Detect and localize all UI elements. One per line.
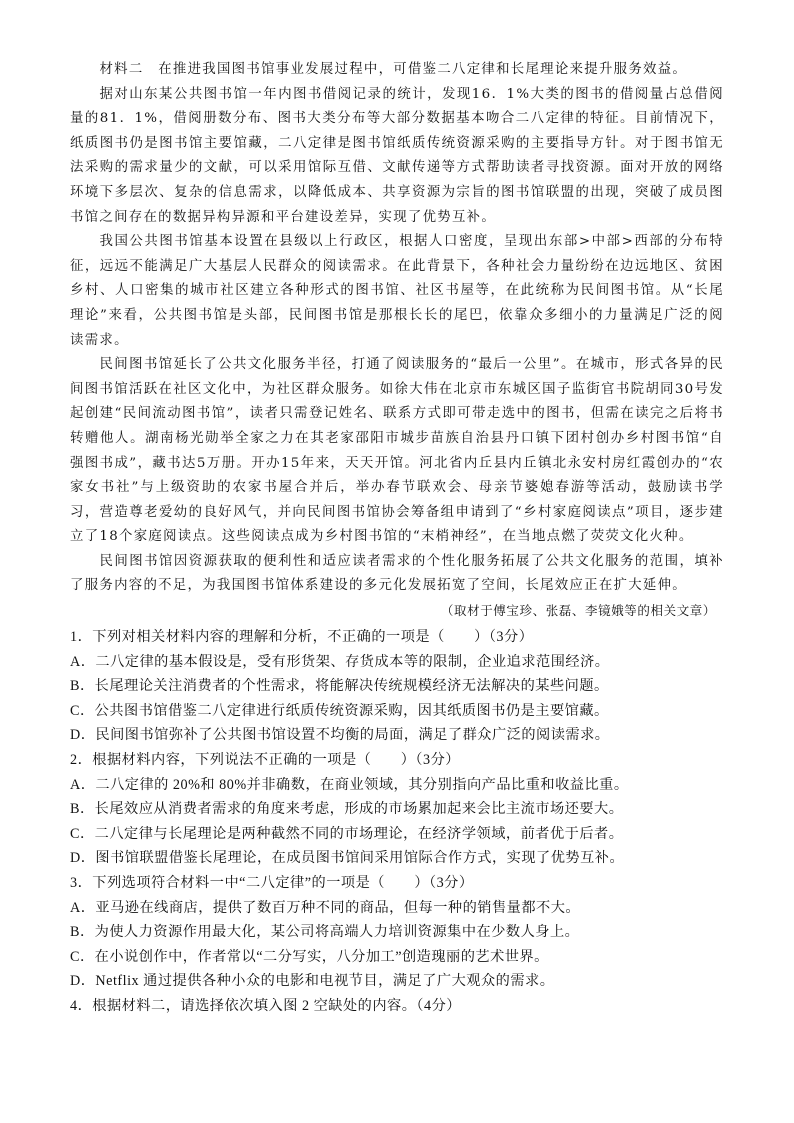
question-1-option-d: D．民间图书馆弥补了公共图书馆设置不均衡的局面，满足了群众广泛的阅读需求。 xyxy=(70,727,610,744)
question-3-option-d: D．Netflix 通过提供各种小众的电影和电视节目，满足了广大观众的需求。 xyxy=(70,973,555,990)
question-3-option-a: A．亚马逊在线商店，提供了数百万种不同的商品，但每一种的销售量都不大。 xyxy=(70,899,581,916)
question-3-option-c: C．在小说创作中，作者常以“二分写实，八分加工”创造瑰丽的艺术世界。 xyxy=(70,948,549,965)
material-heading-paragraph: 材料二 在推进我国图书馆事业发展过程中，可借鉴二八定律和长尾理论来提升服务效益。 xyxy=(99,62,688,77)
question-1-stem: 1．下列对相关材料内容的理解和分析，不正确的一项是（ ）（3分） xyxy=(70,629,534,646)
question-3-stem: 3．下列选项符合材料一中“二八定律”的一项是（ ）（3分） xyxy=(70,875,474,891)
question-4-stem: 4．根据材料二，请选择依次填入图 2 空缺处的内容。（4分） xyxy=(70,997,461,1014)
question-2-stem: 2．根据材料内容，下列说法不正确的一项是（ ）（3分） xyxy=(70,752,460,769)
question-2-option-b: B．长尾效应从消费者需求的角度来考虑，形成的市场累加起来会比主流市场还要大。 xyxy=(70,801,624,818)
material-paragraph: 我国公共图书馆基本设置在县级以上行政区，根据人口密度，呈现出东部>中部>西部的分布特征，远远不能满足广大基层人民群众的阅读需求。在此背景下，各种社会力量纷纷在边远地区、贫困乡村、人口密集的城市社区建立各种形式的图书馆、社区书屋等，在此统称为民间图书馆。从“长尾理论”来看，公共图书馆是头部，民间图书馆是那根长长的尾巴，依靠众多细小的力量满足广泛的阅读需求。 xyxy=(70,234,724,348)
source-citation: （取材于傅宝珍、张磊、李镜娥等的相关文章） xyxy=(440,603,716,619)
question-3-option-b: B．为使人力资源作用最大化，某公司将高端人力培训资源集中在少数人身上。 xyxy=(70,924,580,941)
question-1-option-a: A．二八定律的基本假设是，受有形货架、存货成本等的限制，企业追求范围经济。 xyxy=(70,653,610,670)
material-paragraph: 据对山东某公共图书馆一年内图书借阅记录的统计，发现16．1%大类的图书的借阅量占总借阅量的81．1%，借阅册数分布、图书大类分布等大部分数据基本吻合二八定律的特征。目前情况下，纸质图书仍是图书馆主要馆藏，二八定律是图书馆纸质传统资源采购的主要指导方针。对于图书馆无法采购的需求量少的文献，可以采用馆际互借、文献传递等方式帮助读者寻找资源。面对开放的网络环境下多层次、复杂的信息需求，以降低成本、共享资源为宗旨的图书馆联盟的出现，突破了成员图书馆之间存在的数据异构异源和平台建设差异，实现了优势互补。 xyxy=(70,86,724,225)
question-1-option-c: C．公共图书馆借鉴二八定律进行纸质传统资源采购，因其纸质图书仍是主要馆藏。 xyxy=(70,702,609,719)
question-list xyxy=(70,625,724,1019)
material-paragraph: 民间图书馆因资源获取的便利性和适应读者需求的个性化服务拓展了公共文化服务的范围，填补了服务内容的不足，为我国图书馆体系建设的多元化发展拓宽了空间，长尾效应正在扩大延伸。 xyxy=(70,553,724,594)
exam-page xyxy=(70,58,724,1019)
question-2-option-c: C．二八定律与长尾理论是两种截然不同的市场理论，在经济学领域，前者优于后者。 xyxy=(70,825,624,842)
question-2-option-a: A．二八定律的 20%和 80%并非确数，在商业领域，其分别指向产品比重和收益比重。 xyxy=(70,776,629,793)
reading-material xyxy=(70,58,724,623)
question-1-option-b: B．长尾理论关注消费者的个性需求，将能解决传统规模经济无法解决的某些问题。 xyxy=(70,678,609,695)
question-2-option-d: D．图书馆联盟借鉴长尾理论，在成员图书馆间采用馆际合作方式，实现了优势互补。 xyxy=(70,850,625,867)
material-paragraph: 民间图书馆延长了公共文化服务半径，打通了阅读服务的“最后一公里”。在城市，形式各异的民间图书馆活跃在社区文化中，为社区群众服务。如徐大伟在北京市东城区国子监街官书院胡同30号发起创建“民间流动图书馆”，读者只需登记姓名、联系方式即可带走选中的图书，但需在读完之后将书转赠他人。湖南杨光勋举全家之力在其老家邵阳市城步苗族自治县丹口镇下团村创办乡村图书馆“自强图书成”，藏书达5万册。开办15年来，天天开馆。河北省内丘县内丘镇北永安村房红霞创办的“农家女书社”与上级资助的农家书屋合并后，举办春节联欢会、母亲节婆媳春游等活动，鼓励读书学习，营造尊老爱幼的良好风气，并向民间图书馆协会筹备组申请到了“乡村家庭阅读点”项目，逐步建立了18个家庭阅读点。这些阅读点成为乡村图书馆的“末梢神经”，在当地点燃了荧荧文化火种。 xyxy=(70,357,724,545)
